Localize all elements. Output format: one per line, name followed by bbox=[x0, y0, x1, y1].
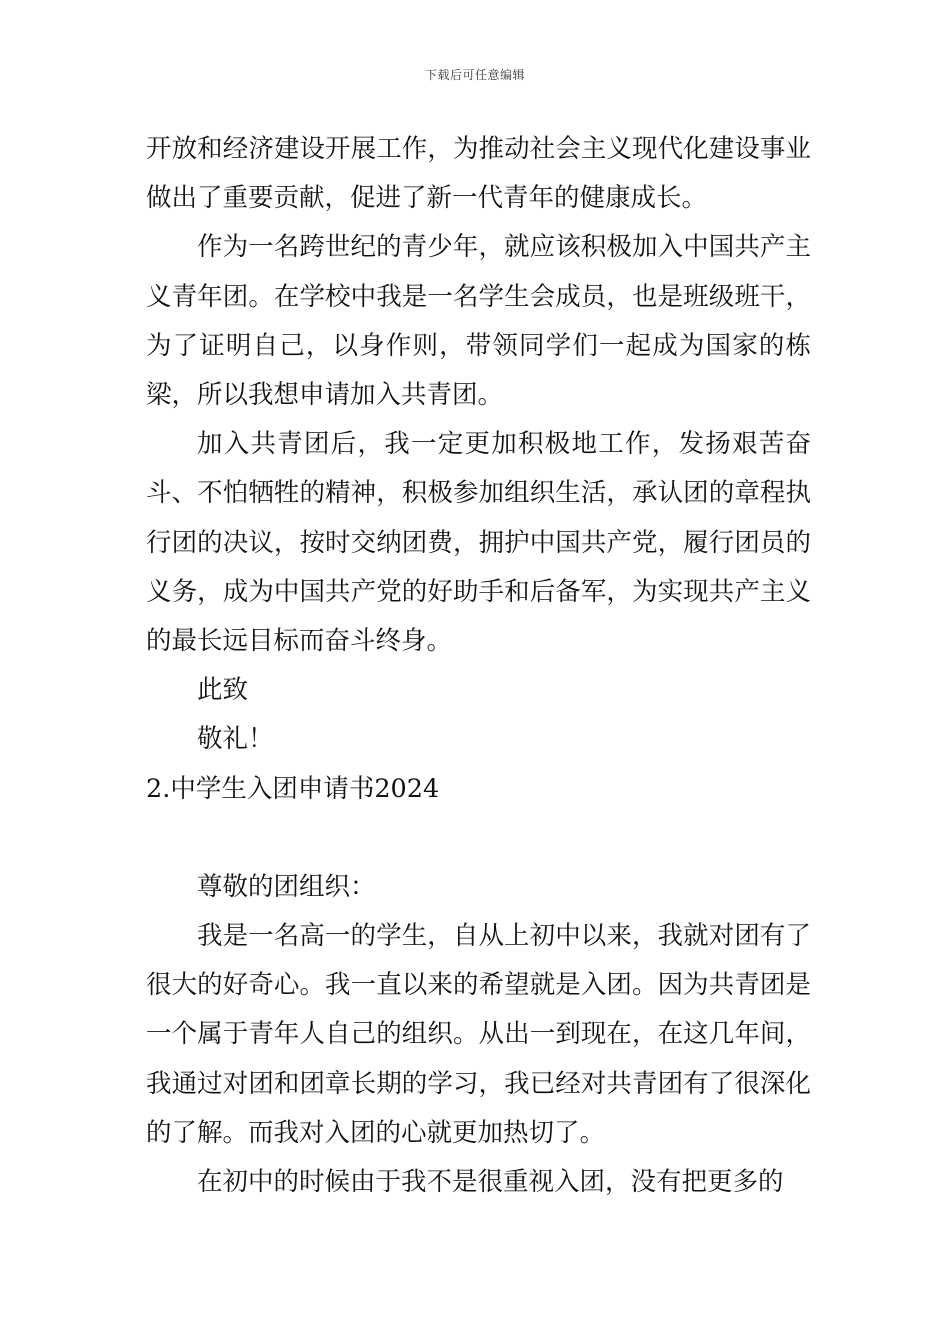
page-header: 下载后可任意编辑 bbox=[424, 68, 525, 82]
paragraph-2: 作为一名跨世纪的青少年，就应该积极加入中国共产主义青年团。在学校中我是一名学生会成员，也是班级班干，为了证明自己，以身作则，带领同学们一起成为国家的栋梁，所以我想申请加入共青团。 bbox=[146, 232, 811, 411]
paragraph-3: 加入共青团后，我一定更加积极地工作，发扬艰苦奋斗、不怕牺牲的精神，积极参加组织生活，承认团的章程执行团的决议，按时交纳团费，拥护中国共产党，履行团员的义务，成为中国共产党的好助手和后备军，为实现共产主义的最长远目标而奋斗终身。 bbox=[146, 429, 811, 657]
closing-line-2: 敬礼！ bbox=[197, 724, 274, 755]
closing-line-1: 此致 bbox=[197, 675, 249, 706]
document-body bbox=[146, 125, 811, 1207]
paragraph-5: 在初中的时候由于我不是很重视入团，没有把更多的 bbox=[197, 1167, 784, 1198]
paragraph-4: 我是一名高一的学生，自从上初中以来，我就对团有了很大的好奇心。我一直以来的希望就是入团。因为共青团是一个属于青年人自己的组织。从出一到现在，在这几年间，我通过对团和团章长期的学习，我已经对共青团有了很深化的了解。而我对入团的心就更加热切了。 bbox=[146, 921, 811, 1148]
section-title: 2.中学生入团申请书2024 bbox=[146, 773, 440, 804]
salutation: 尊敬的团组织： bbox=[197, 871, 376, 902]
paragraph-1: 开放和经济建设开展工作，为推动社会主义现代化建设事业做出了重要贡献，促进了新一代青年的健康成长。 bbox=[146, 134, 811, 214]
